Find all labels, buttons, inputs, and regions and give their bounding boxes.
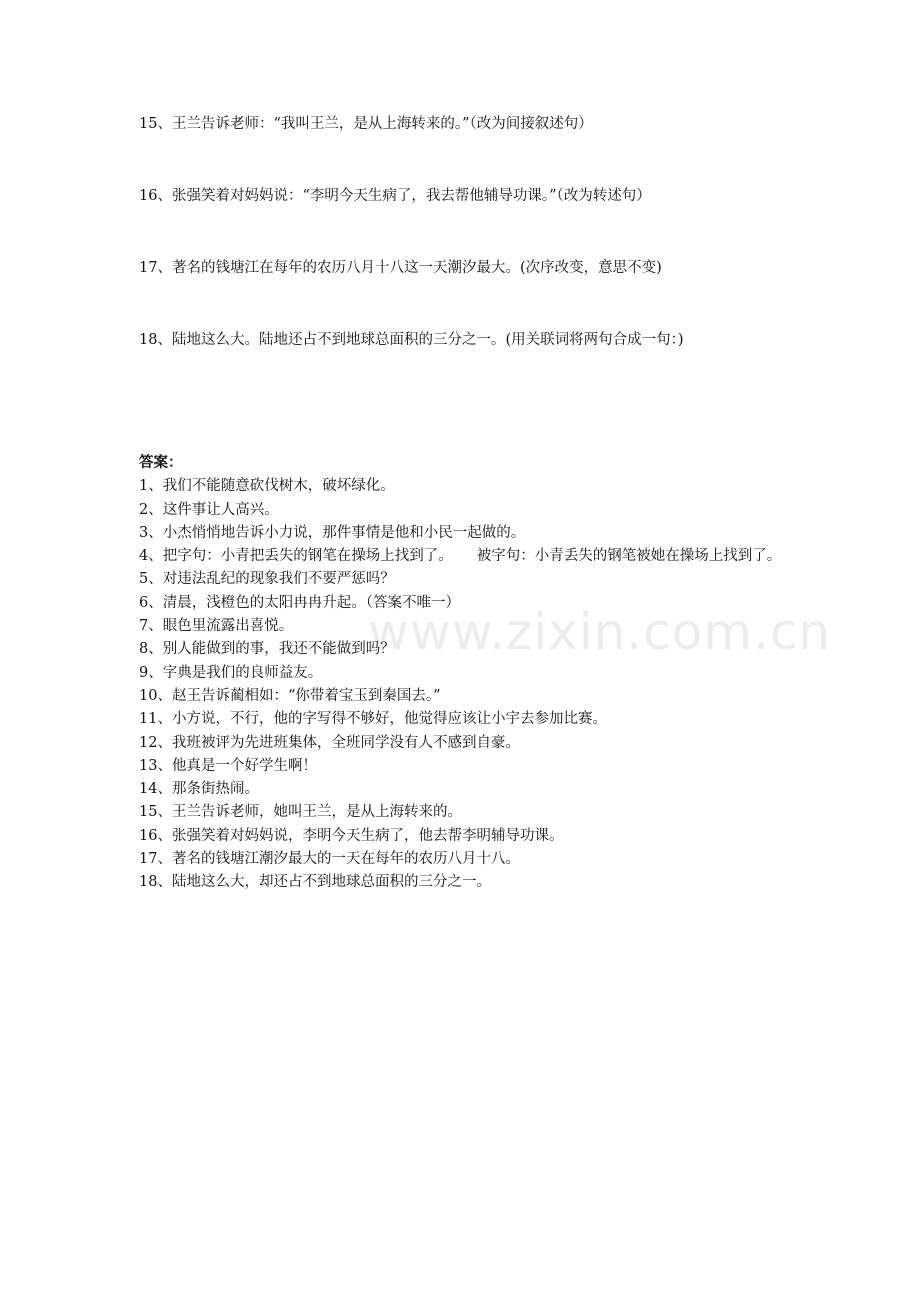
watermark: www.zixin.com.cn: [368, 603, 832, 661]
answer-section: [139, 452, 789, 895]
answer-title: 答案：: [139, 455, 183, 471]
answer-item-13: 13、他真是一个好学生啊！: [139, 757, 317, 774]
answer-item-18: 18、陆地这么大，却还占不到地球总面积的三分之一。: [139, 874, 491, 891]
answer-item-17: 17、著名的钱塘江潮汐最大的一天在每年的农历八月十八。: [139, 851, 520, 868]
answer-item-11: 11、小方说，不行，他的字写得不够好，他觉得应该让小宇去参加比赛。: [139, 711, 607, 728]
answer-item-4: [139, 545, 789, 568]
answer-item-15: 15、王兰告诉老师，她叫王兰，是从上海转来的。: [139, 804, 462, 821]
answer-item-2: 2、这件事让人高兴。: [139, 501, 279, 518]
question-15: 15、王兰告诉老师：“我叫王兰，是从上海转来的。”（改为间接叙述句）: [139, 116, 593, 132]
answer-item-7: 7、眼色里流露出喜悦。: [139, 618, 294, 635]
answer-item-10: 10、赵王告诉蔺相如：“你带着宝玉到秦国去。”: [139, 687, 441, 704]
answer-item-1: 1、我们不能随意砍伐树木，破坏绿化。: [139, 478, 395, 495]
question-18: 18、陆地这么大。陆地还占不到地球总面积的三分之一。(用关联词将两句合成一句：): [139, 332, 684, 348]
answer-item-5: 5、对违法乱纪的现象我们不要严惩吗？: [139, 571, 395, 588]
answer-item-9: 9、字典是我们的良师益友。: [139, 664, 323, 681]
question-16: 16、张强笑着对妈妈说：“李明今天生病了，我去帮他辅导功课。”（改为转述句）: [139, 188, 651, 204]
answer-item-14: 14、那条街热闹。: [139, 781, 259, 798]
answer-item-3: 3、小杰悄悄地告诉小力说，那件事情是他和小民一起做的。: [139, 524, 526, 541]
answer-item-4-part-b: 被字句：小青丢失的钢笔被她在操场上找到了。: [476, 548, 782, 565]
answer-item-4-part-a: 4、把字句：小青把丢失的钢笔在操场上找到了。: [139, 548, 453, 565]
answer-item-12: 12、我班被评为先进班集体，全班同学没有人不感到自豪。: [139, 734, 520, 751]
answer-item-8: 8、别人能做到的事，我还不能做到吗？: [139, 641, 395, 658]
answer-item-6: 6、清晨，浅橙色的太阳冉冉升起。（答案不唯一）: [139, 594, 460, 611]
answer-item-16: 16、张强笑着对妈妈说，李明今天生病了，他去帮李明辅导功课。: [139, 827, 564, 844]
question-17: 17、著名的钱塘江在每年的农历八月十八这一天潮汐最大。(次序改变，意思不变): [139, 260, 662, 276]
